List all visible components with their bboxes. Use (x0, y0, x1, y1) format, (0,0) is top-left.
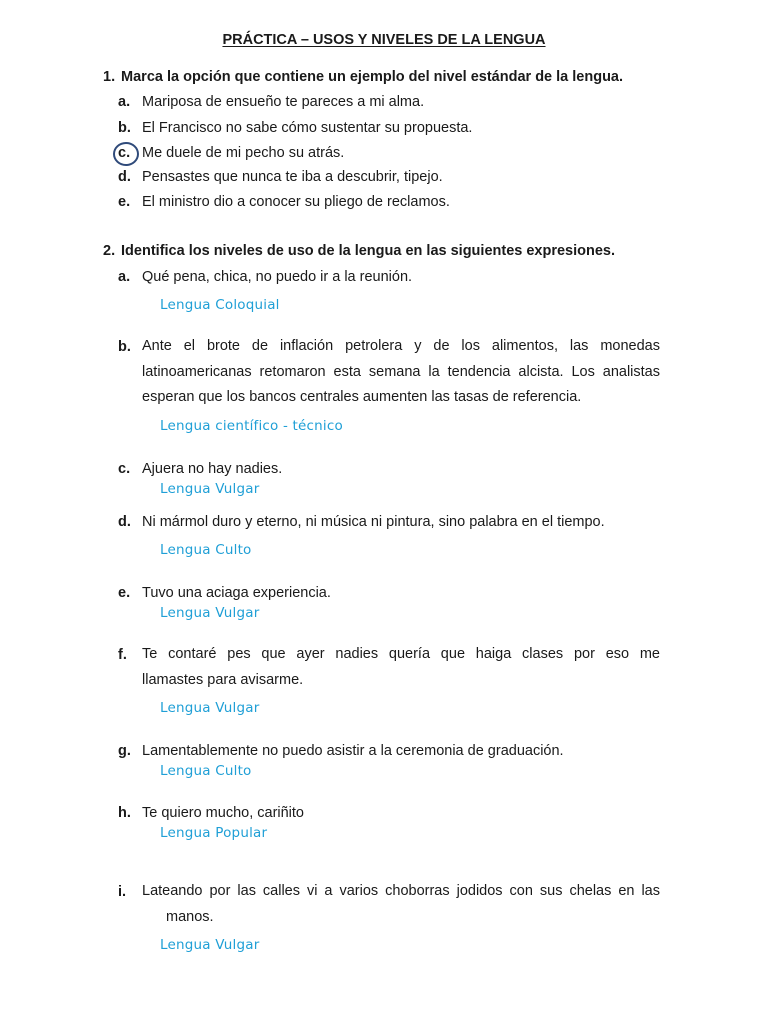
item-text-line: latinoamericanas retomaron esta semana la tendencia alcista. Los analistas (142, 363, 660, 380)
item-text: Tuvo una aciaga experiencia. (142, 585, 331, 601)
question-text: Marca la opción que contiene un ejemplo del nivel estándar de la lengua. (121, 69, 624, 85)
item-letter: c. (118, 461, 131, 477)
option-text: Pensastes que nunca te iba a descubrir, tipejo. (142, 169, 443, 185)
handwritten-answer: Lengua Vulgar (160, 937, 260, 953)
item-text-line: Lateando por las calles vi a varios choborras jodidos con sus chelas en las (142, 883, 660, 899)
item-letter: b. (118, 339, 131, 355)
item-text: Te quiero mucho, cariñito (142, 805, 304, 821)
question-number: 2. (103, 243, 116, 259)
item-text-line: llamastes para avisarme. (142, 671, 304, 688)
item-letter: g. (118, 743, 131, 759)
item-letter: h. (118, 805, 131, 821)
item-letter: d. (118, 514, 131, 530)
item-text: Ni mármol duro y eterno, ni música ni pintura, sino palabra en el tiempo. (142, 514, 605, 530)
item-text-line: manos. (166, 908, 214, 925)
handwritten-answer: Lengua Popular (160, 825, 268, 841)
handwritten-answer: Lengua Vulgar (160, 700, 260, 716)
item-text: Qué pena, chica, no puedo ir a la reunión. (142, 269, 413, 285)
handwritten-answer: Lengua Culto (160, 763, 252, 779)
option-text: Mariposa de ensueño te pareces a mi alma. (142, 94, 425, 110)
item-text: Lamentablemente no puedo asistir a la ceremonia de graduación. (142, 743, 564, 759)
option-letter: c. (118, 145, 131, 161)
handwritten-answer: Lengua científico - técnico (160, 418, 343, 434)
option-letter: e. (118, 194, 131, 210)
item-text-line: Te contaré pes que ayer nadies quería que haiga clases por eso me (142, 646, 660, 662)
question-text: Identifica los niveles de uso de la lengua en las siguientes expresiones. (121, 243, 616, 259)
item-letter: a. (118, 269, 131, 285)
item-text-line: esperan que los bancos centrales aumenten las tasas de referencia. (142, 389, 582, 405)
option-text: El Francisco no sabe cómo sustentar su propuesta. (142, 120, 473, 136)
item-letter: f. (118, 647, 127, 663)
handwritten-answer: Lengua Vulgar (160, 605, 260, 621)
handwritten-answer: Lengua Culto (160, 542, 252, 558)
handwritten-answer: Lengua Vulgar (160, 481, 260, 497)
handwritten-answer: Lengua Coloquial (160, 297, 280, 313)
item-text-line: Ante el brote de inflación petrolera y de los alimentos, las monedas (142, 338, 660, 354)
question-2 (103, 243, 615, 259)
item-paragraph (142, 334, 660, 411)
option-letter: b. (118, 120, 131, 136)
question-number: 1. (103, 69, 116, 85)
option-letter: d. (118, 169, 131, 185)
page-title: PRÁCTICA – USOS Y NIVELES DE LA LENGUA (222, 32, 546, 48)
question-1 (103, 69, 623, 85)
item-paragraph (142, 879, 660, 930)
item-text: Ajuera no hay nadies. (142, 461, 283, 477)
item-paragraph (142, 642, 660, 693)
option-letter: a. (118, 94, 131, 110)
option-text: Me duele de mi pecho su atrás. (142, 145, 345, 161)
option-text: El ministro dio a conocer su pliego de reclamos. (142, 194, 450, 210)
item-letter: e. (118, 585, 131, 601)
item-letter: i. (118, 884, 127, 900)
